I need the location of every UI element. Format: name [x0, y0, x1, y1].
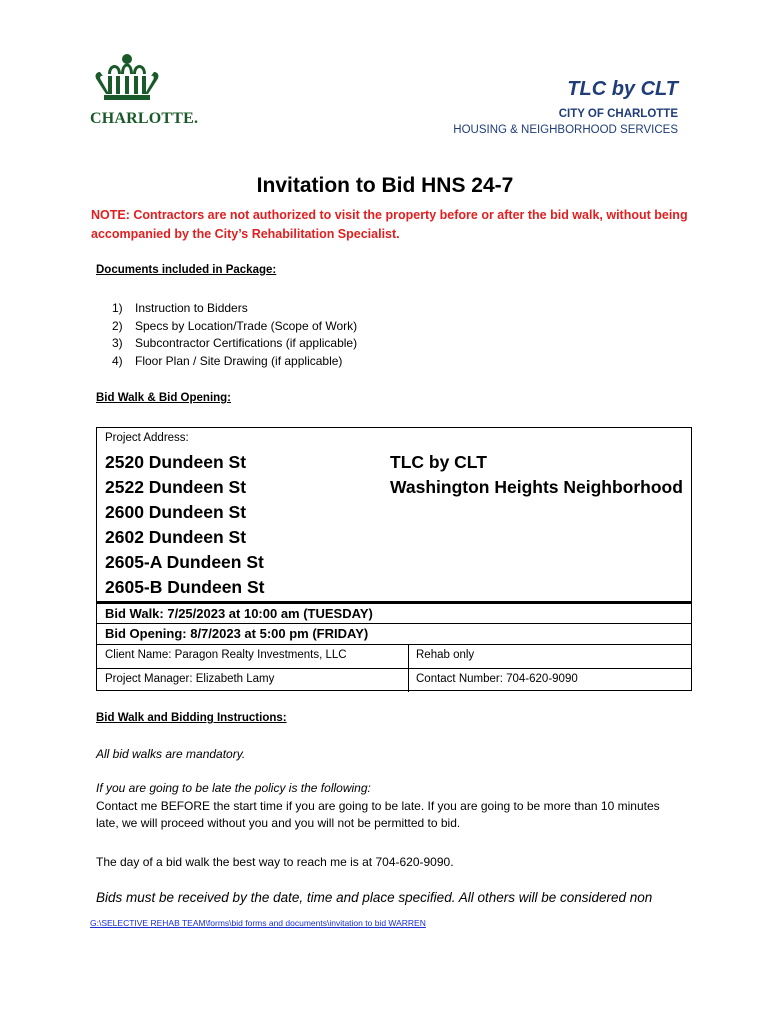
list-item: 4) Floor Plan / Site Drawing (if applicable)	[112, 353, 343, 368]
project-address-label: Project Address:	[105, 432, 189, 444]
project-manager: Project Manager: Elizabeth Lamy	[105, 673, 275, 685]
column-divider	[408, 669, 409, 692]
contact-number: Contact Number: 704-620-9090	[416, 673, 578, 685]
address-item: 2602 Dundeen St	[105, 527, 247, 547]
client-name: Client Name: Paragon Realty Investments, LLC	[105, 649, 347, 661]
header-department: HOUSING & NEIGHBORHOOD SERVICES	[453, 124, 678, 136]
late-policy	[96, 780, 676, 833]
bid-walk-row	[97, 604, 691, 624]
bid-opening-date: Bid Opening: 8/7/2023 at 5:00 pm (FRIDAY)	[105, 626, 369, 641]
neighborhood-name: Washington Heights Neighborhood	[390, 477, 683, 497]
mandatory-text: All bid walks are mandatory.	[96, 747, 246, 761]
client-row	[97, 645, 691, 669]
late-policy-text: Contact me BEFORE the start time if you are going to be late. If you are going to be more than 10 minutes late, we will proceed without you and you will not be permitted to bid.	[96, 798, 660, 830]
warning-note: NOTE: Contractors are not authorized to visit the property before or after the bid walk, without being accompanied by the City’s Rehabilitation Specialist.	[91, 208, 688, 241]
file-path-link[interactable]: G:\SELECTIVE REHAB TEAM\forms\bid forms and documents\invitation to bid WARREN	[90, 918, 426, 928]
address-item: 2605-B Dundeen St	[105, 577, 265, 597]
bid-walk-heading: Bid Walk & Bid Opening:	[96, 392, 232, 404]
logo-wordmark: CHARLOTTE.	[90, 110, 199, 127]
charlotte-logo	[88, 52, 198, 132]
bid-walk-date: Bid Walk: 7/25/2023 at 10:00 am (TUESDAY)	[105, 606, 373, 621]
program-info	[390, 450, 683, 500]
header-title: TLC by CLT	[567, 78, 678, 100]
bid-opening-row	[97, 624, 691, 645]
late-policy-intro: If you are going to be late the policy is the following:	[96, 781, 371, 795]
address-item: 2522 Dundeen St	[105, 477, 247, 497]
header-city: CITY OF CHARLOTTE	[558, 108, 678, 120]
program-name: TLC by CLT	[390, 452, 487, 472]
project-address-section	[97, 428, 691, 604]
documents-heading: Documents included in Package:	[96, 264, 277, 276]
address-item: 2605-A Dundeen St	[105, 552, 264, 572]
document-title: Invitation to Bid HNS 24-7	[256, 174, 514, 197]
address-item: 2600 Dundeen St	[105, 502, 247, 522]
project-info-table	[96, 427, 692, 691]
deadline-text: Bids must be received by the date, time and place specified. All others will be considered non	[96, 890, 653, 905]
list-item: 3) Subcontractor Certifications (if applicable)	[112, 336, 358, 350]
instructions-heading: Bid Walk and Bidding Instructions:	[96, 712, 287, 724]
manager-row	[97, 669, 691, 692]
list-item: 1) Instruction to Bidders	[112, 301, 248, 315]
column-divider	[408, 645, 409, 668]
scope-type: Rehab only	[416, 649, 475, 661]
list-item: 2) Specs by Location/Trade (Scope of Work)	[112, 318, 358, 333]
crown-icon	[88, 52, 198, 108]
documents-list	[112, 300, 357, 370]
address-list	[105, 450, 264, 600]
address-item: 2520 Dundeen St	[105, 452, 247, 472]
reach-text: The day of a bid walk the best way to reach me is at 704-620-9090.	[96, 855, 454, 869]
